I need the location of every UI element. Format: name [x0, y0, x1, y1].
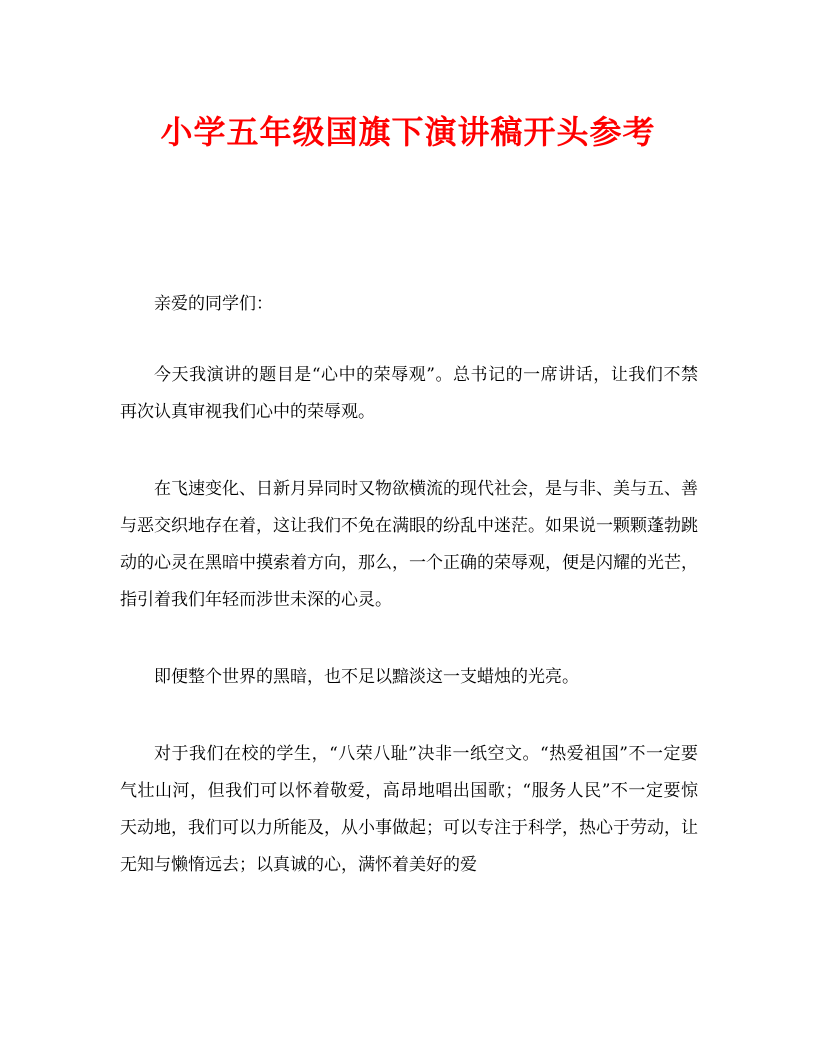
paragraph-salutation: 亲爱的同学们： — [154, 294, 273, 314]
document-body — [120, 286, 698, 924]
paragraph-candle: 即便整个世界的黑暗，也不足以黯淡这一支蜡烛的光亮。 — [154, 667, 579, 687]
paragraph-topic: 今天我演讲的题目是“心中的荣辱观”。总书记的一席讲话，让我们不禁再次认真审视我们心中的荣辱观。 — [120, 365, 698, 422]
document-title: 小学五年级国旗下演讲稿开头参考 — [160, 113, 656, 151]
paragraph-students: 对于我们在校的学生，“八荣八耻”决非一纸空文。“热爱祖国”不一定要气壮山河，但我们可以怀着敬爱，高昂地唱出国歌；“服务人民”不一定要惊天动地，我们可以力所能及，从小事做起；可以专注于科学，热心于劳动，让无知与懒惰远去；以真诚的心，满怀着美好的爱 — [120, 744, 698, 875]
paragraph-society: 在飞速变化、日新月异同时又物欲横流的现代社会，是与非、美与五、善与恶交织地存在着，这让我们不免在满眼的纷乱中迷茫。如果说一颗颗蓬勃跳动的心灵在黑暗中摸索着方向，那么，一个正确的荣辱观，便是闪耀的光芒，指引着我们年轻而涉世未深的心灵。 — [120, 479, 698, 610]
